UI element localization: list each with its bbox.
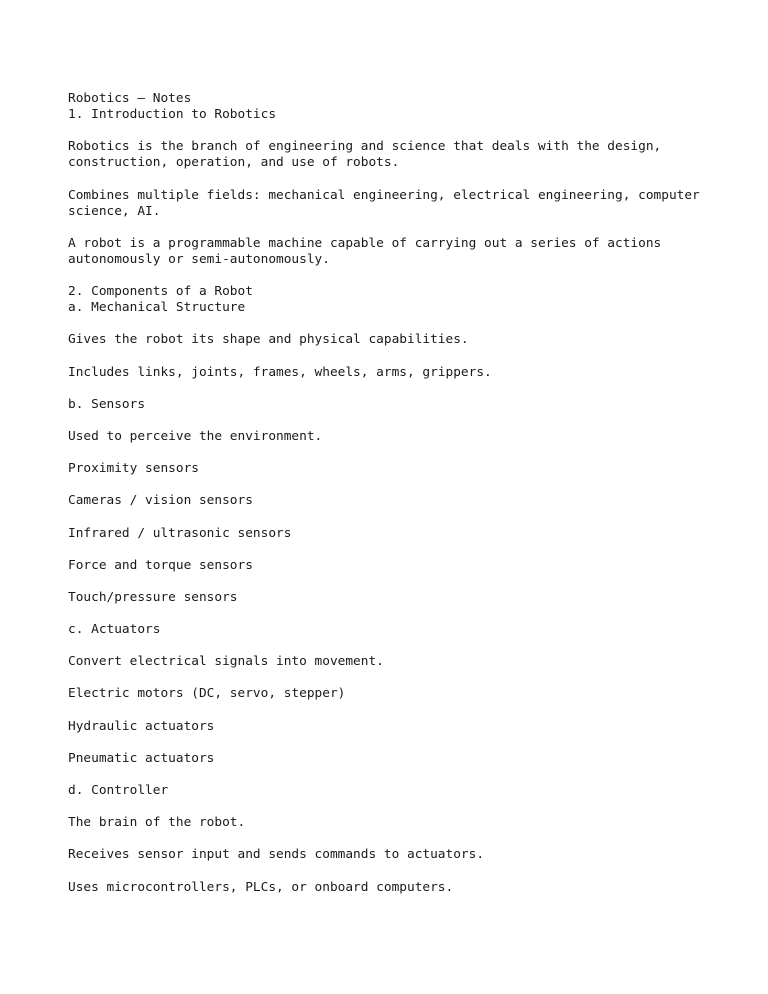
intro-paragraph-3 (68, 236, 728, 268)
document-page (68, 91, 728, 912)
subsection-heading-sensors: b. Sensors (68, 396, 146, 412)
section-2-heading: 2. Components of a Robot (68, 284, 253, 300)
controller-item: Uses microcontrollers, PLCs, or onboard computers. (68, 879, 454, 895)
subsection-heading-controller: d. Controller (68, 783, 169, 799)
actuators-item: Pneumatic actuators (68, 750, 215, 766)
document-title: Robotics – Notes (68, 91, 192, 106)
sensors-item: Infrared / ultrasonic sensors (68, 525, 292, 541)
sensors-item: Force and torque sensors (68, 557, 253, 573)
actuators-item: Convert electrical signals into movement. (68, 654, 384, 670)
paragraph-line: Combines multiple fields: mechanical engineering, electrical engineering, computer (68, 187, 700, 203)
sensors-item: Used to perceive the environment. (68, 428, 323, 444)
paragraph-line: A robot is a programmable machine capable of carrying out a series of actions (68, 235, 662, 251)
actuators-item: Electric motors (DC, servo, stepper) (68, 686, 346, 702)
actuators-item: Hydraulic actuators (68, 718, 215, 734)
title-block (68, 91, 728, 123)
paragraph-line: Robotics is the branch of engineering and science that deals with the design, (68, 139, 662, 155)
paragraph-line: science, AI. (68, 203, 161, 219)
paragraph-line: construction, operation, and use of robots. (68, 155, 400, 171)
sensors-item: Cameras / vision sensors (68, 493, 253, 509)
sensors-item: Proximity sensors (68, 461, 199, 477)
controller-item: Receives sensor input and sends commands to actuators. (68, 847, 485, 863)
mechanical-item: Includes links, joints, frames, wheels, arms, grippers. (68, 364, 492, 380)
sensors-item: Touch/pressure sensors (68, 589, 238, 605)
section-1-heading: 1. Introduction to Robotics (68, 107, 277, 123)
section-2-headings (68, 284, 728, 316)
paragraph-line: autonomously or semi-autonomously. (68, 251, 330, 267)
intro-paragraph-1 (68, 139, 728, 171)
subsection-heading-actuators: c. Actuators (68, 622, 161, 638)
intro-paragraph-2 (68, 188, 728, 220)
subsection-heading-mechanical: a. Mechanical Structure (68, 300, 246, 316)
mechanical-item: Gives the robot its shape and physical capabilities. (68, 332, 469, 348)
controller-item: The brain of the robot. (68, 815, 246, 831)
